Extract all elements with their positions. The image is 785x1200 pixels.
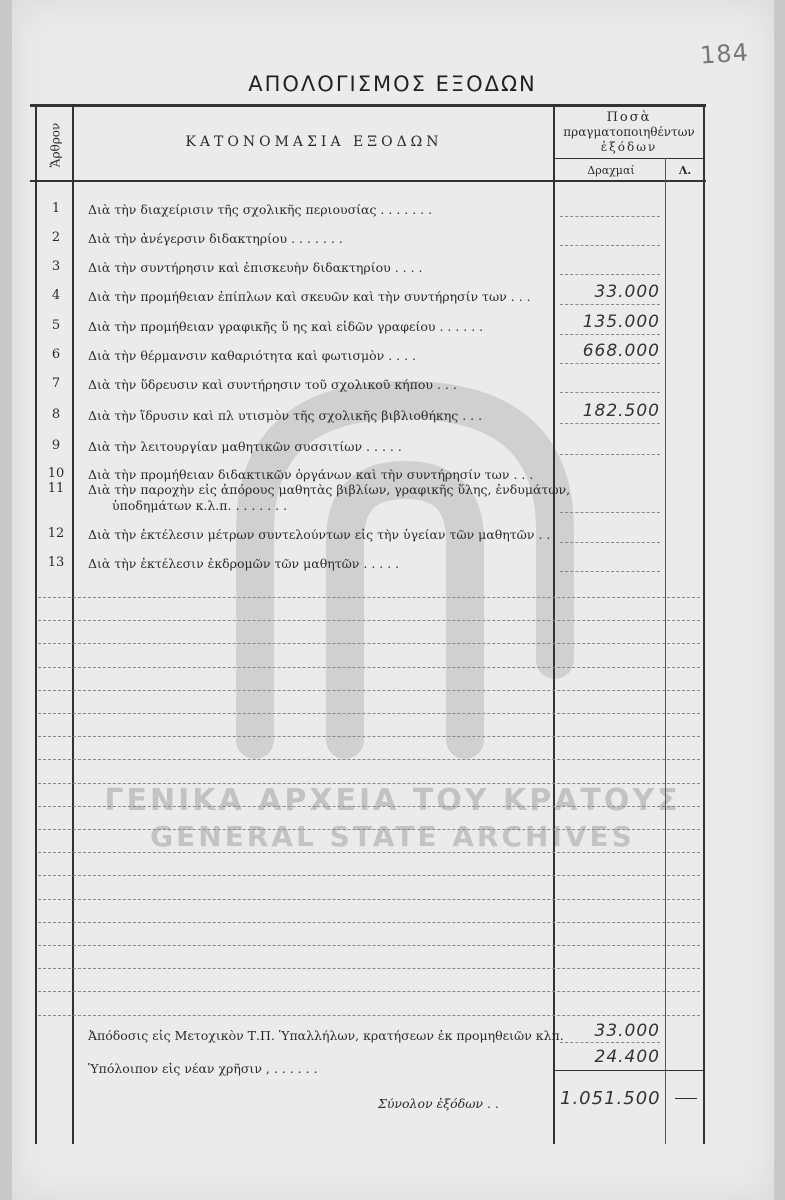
empty-ledger-line — [38, 1015, 700, 1016]
row-amount: 135.000 — [582, 312, 660, 332]
empty-ledger-line — [38, 829, 700, 830]
total-label: Σύνολον ἐξόδων . . — [378, 1096, 499, 1111]
row-number: 3 — [51, 259, 61, 274]
empty-ledger-line — [38, 667, 700, 668]
amount-header: Ποσὰ πραγματοποιηθέντων ἐξόδων — [563, 110, 695, 154]
watermark-greek: ΓΕΝΙΚΑ ΑΡΧΕΙΑ ΤΟΥ ΚΡΑΤΟΥΣ — [104, 783, 681, 818]
row-description: Διὰ τὴν ἵδρυσιν καὶ πλ υτισμὸν τῆς σχολικῆς βιβλιοθήκης . . . — [88, 408, 483, 423]
amount-line — [560, 392, 660, 393]
row-description: Διὰ τὴν ἀνέγερσιν διδακτηρίου . . . . . . . — [88, 231, 343, 246]
amount-line — [560, 454, 660, 455]
row-number: 10 — [47, 466, 65, 481]
amount-line — [560, 571, 660, 572]
amount-line — [560, 216, 660, 217]
row-description-continued: ὑποδημάτων κ.λ.π. . . . . . . . — [112, 498, 288, 513]
page-number: 184 — [699, 38, 750, 70]
row-number: 5 — [51, 318, 61, 333]
row-amount: 182.500 — [582, 401, 660, 421]
empty-ledger-line — [38, 620, 700, 621]
empty-ledger-line — [38, 736, 700, 737]
refund-label: Ἀπόδοσις εἰς Μετοχικὸν Τ.Π. Ὑπαλλήλων, κρατήσεων ἐκ προμηθειῶν κλπ. — [88, 1028, 564, 1043]
row-description: Διὰ τὴν θέρμανσιν καθαριότητα καὶ φωτισμὸν . . . . — [88, 348, 417, 363]
total-amount: 1.051.500 — [560, 1088, 661, 1109]
drachmai-header: Δραχμαί — [587, 164, 635, 177]
page-title: ΑΠΟΛΟΓΙΣΜΟΣ ΕΞΟΔΩΝ — [248, 72, 537, 96]
lepta-header: Λ. — [678, 164, 692, 177]
amount-line — [560, 334, 660, 335]
article-column-border — [72, 104, 74, 1144]
amount-line — [560, 363, 660, 364]
empty-ledger-line — [38, 597, 700, 598]
header-bottom-border — [30, 180, 706, 182]
refund-amount: 33.000 — [594, 1021, 660, 1041]
amount-line — [560, 1042, 660, 1043]
row-description: Διὰ τὴν συντήρησιν καὶ ἐπισκευὴν διδακτηρίου . . . . — [88, 260, 423, 275]
empty-ledger-line — [38, 968, 700, 969]
frame-top-border — [30, 104, 706, 107]
empty-ledger-line — [38, 991, 700, 992]
empty-ledger-line — [38, 690, 700, 691]
empty-ledger-line — [38, 713, 700, 714]
empty-ledger-line — [38, 945, 700, 946]
empty-ledger-line — [38, 759, 700, 760]
row-amount: 668.000 — [582, 341, 660, 361]
watermark-english: GENERAL STATE ARCHIVES — [150, 820, 635, 853]
amount-line — [560, 245, 660, 246]
row-description: Διὰ τὴν προμήθειαν διδακτικῶν ὀργάνων καὶ τὴν συντήρησίν των . . . — [88, 467, 534, 482]
empty-ledger-line — [38, 783, 700, 784]
balance-amount: 24.400 — [594, 1047, 660, 1067]
row-description: Διὰ τὴν διαχείρισιν τῆς σχολικῆς περιουσίας . . . . . . . — [88, 202, 433, 217]
amount-line — [560, 304, 660, 305]
row-amount: 33.000 — [594, 282, 660, 302]
amount-line — [560, 274, 660, 275]
row-number: 4 — [51, 288, 61, 303]
empty-ledger-line — [38, 875, 700, 876]
empty-ledger-line — [38, 643, 700, 644]
amount-line — [560, 542, 660, 543]
row-description: Διὰ τὴν προμήθειαν γραφικῆς ὕ ης καὶ εἰδῶν γραφείου . . . . . . — [88, 319, 484, 334]
description-column-border — [553, 104, 555, 1144]
row-description: Διὰ τὴν ἐκτέλεσιν μέτρων συντελούντων εἰς τὴν ὑγείαν τῶν μαθητῶν . . — [88, 527, 551, 542]
row-description: Διὰ τὴν προμήθειαν ἐπίπλων καὶ σκευῶν καὶ τὴν συντήρησίν των . . . — [88, 289, 531, 304]
row-number: 7 — [51, 376, 61, 391]
left-border — [35, 104, 37, 1144]
empty-ledger-line — [38, 852, 700, 853]
empty-ledger-line — [38, 806, 700, 807]
row-number: 8 — [51, 407, 61, 422]
balance-label: Ὑπόλοιπον εἰς νέαν χρῆσιν , . . . . . . — [88, 1061, 318, 1076]
amount-subheader-line — [554, 158, 704, 159]
total-separator-line — [554, 1070, 704, 1071]
row-number: 13 — [47, 555, 65, 570]
lepta-dash — [675, 1098, 697, 1099]
description-header: ΚΑΤΟΝΟΜΑΣΙΑ ΕΞΟΔΩΝ — [185, 134, 443, 150]
empty-ledger-line — [38, 899, 700, 900]
row-number: 1 — [51, 201, 61, 216]
row-number: 2 — [51, 230, 61, 245]
row-description: Διὰ τὴν λειτουργίαν μαθητικῶν συσσιτίων . . . . . — [88, 439, 402, 454]
article-header: Ἄρθρον — [48, 122, 63, 168]
amount-line — [560, 512, 660, 513]
amount-line — [560, 423, 660, 424]
empty-ledger-line — [38, 922, 700, 923]
row-number: 6 — [51, 347, 61, 362]
row-description: Διὰ τὴν ἐκτέλεσιν ἐκδρομῶν τῶν μαθητῶν . . . . . — [88, 556, 400, 571]
lepta-column-border — [665, 158, 666, 1144]
right-border — [703, 104, 705, 1144]
row-number: 12 — [47, 526, 65, 541]
row-number: 9 — [51, 438, 61, 453]
row-description: Διὰ τὴν ὕδρευσιν καὶ συντήρησιν τοῦ σχολικοῦ κήπου . . . — [88, 377, 457, 392]
row-number: 11 — [47, 481, 65, 496]
row-description: Διὰ τὴν παροχὴν εἰς ἀπόρους μαθητὰς βιβλίων, γραφικῆς ὕλης, ἐνδυμάτων, — [88, 482, 571, 497]
